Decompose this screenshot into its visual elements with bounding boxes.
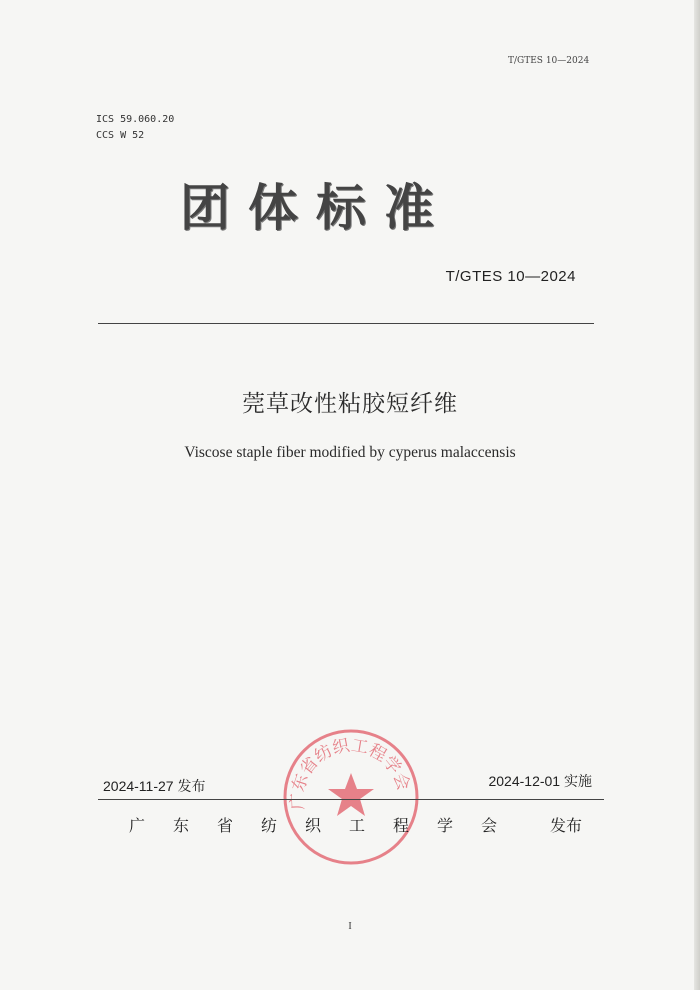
standard-type-title: 团体标准 xyxy=(180,179,452,237)
star-icon xyxy=(328,773,374,816)
publish-date: 2024-11-27 发布 xyxy=(103,778,206,794)
ics-code: ICS 59.060.20 xyxy=(96,114,175,125)
seal-arc-text: 广东省纺织工程学会 xyxy=(287,735,414,811)
english-title: Viscose staple fiber modified by cyperus malaccensis xyxy=(184,444,516,461)
publisher-name: 广东省纺织工程学会 xyxy=(129,816,526,835)
chinese-title: 莞草改性粘胶短纤维 xyxy=(242,391,458,417)
page-number: I xyxy=(348,921,352,932)
paper-edge-shadow xyxy=(694,0,700,990)
implement-date: 2024-12-01 实施 xyxy=(488,773,592,789)
ccs-code: CCS W 52 xyxy=(96,130,145,141)
organization-seal xyxy=(281,727,421,867)
classification-codes xyxy=(96,112,174,144)
bottom-divider xyxy=(98,799,604,800)
header-doc-code: T/GTES 10—2024 xyxy=(508,56,590,66)
publisher-action: 发布 xyxy=(550,816,583,835)
top-divider xyxy=(98,323,594,324)
standard-number: T/GTES 10—2024 xyxy=(445,268,576,285)
